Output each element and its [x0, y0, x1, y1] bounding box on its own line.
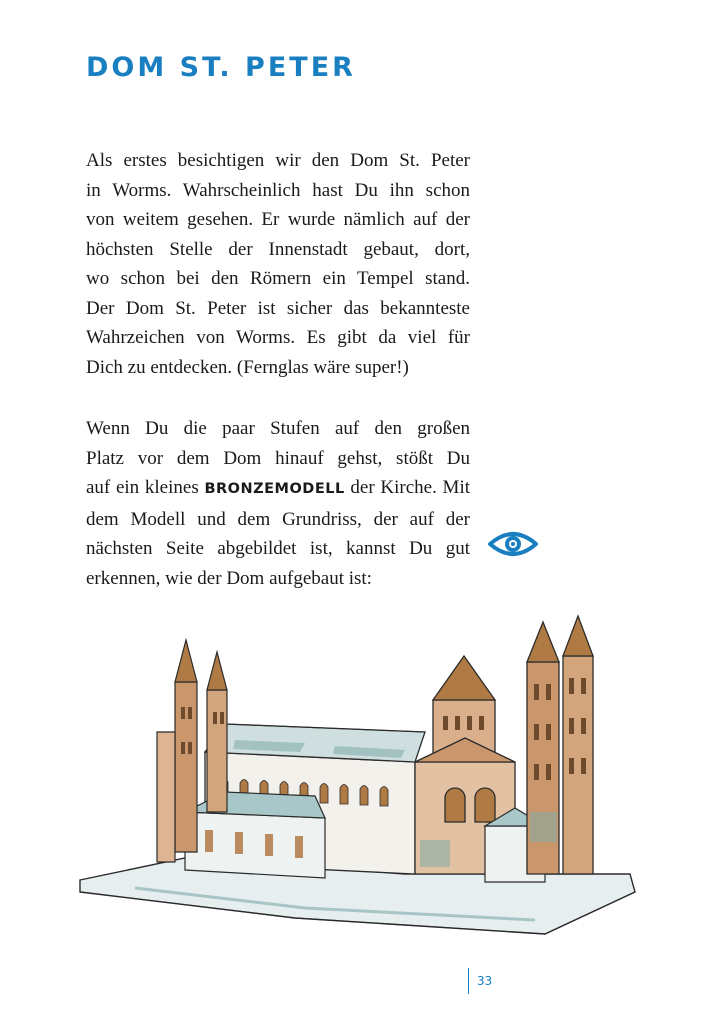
paragraph-line: höchsten Stelle der Innenstadt gebaut, dort,: [86, 238, 470, 260]
text-segment: auf ein kleines: [86, 477, 205, 498]
cathedral-model-illustration: [75, 612, 645, 942]
bronze-model-keyword: BRONZEMODELL: [204, 481, 345, 497]
paragraph-line: wo schon bei den Römern ein Tempel stand.: [86, 268, 470, 289]
page-title: DOM ST. PETER: [86, 52, 356, 83]
paragraph-line: Wenn Du die paar Stufen auf den großen: [86, 418, 470, 439]
paragraph-line: erkennen, wie der Dom aufgebaut ist:: [86, 567, 372, 589]
paragraph-line: Als erstes besichtigen wir den Dom St. Peter: [86, 150, 470, 171]
page-number-divider: [468, 968, 469, 994]
page-number: 33: [477, 974, 493, 988]
intro-paragraph: [86, 146, 470, 382]
paragraph-line: in Worms. Wahrscheinlich hast Du ihn schon: [86, 179, 470, 201]
paragraph-line-with-highlight: [86, 473, 470, 505]
paragraph-line: nächsten Seite abgebildet ist, kannst Du gut: [86, 538, 470, 559]
paragraph-line: Dich zu entdecken. (Fernglas wäre super!): [86, 356, 409, 378]
paragraph-line: Wahrzeichen von Worms. Es gibt da viel für: [86, 327, 470, 348]
paragraph-line: von weitem gesehen. Er wurde nämlich auf der: [86, 209, 470, 230]
paragraph-line: Platz vor dem Dom hinauf gehst, stößt Du: [86, 447, 470, 469]
eye-icon: [487, 526, 539, 562]
bronze-model-paragraph: [86, 414, 470, 593]
text-segment: der Kirche. Mit: [344, 477, 471, 498]
paragraph-line: dem Modell und dem Grundriss, der auf der: [86, 508, 470, 530]
paragraph-line: Der Dom St. Peter ist sicher das bekannteste: [86, 297, 470, 319]
